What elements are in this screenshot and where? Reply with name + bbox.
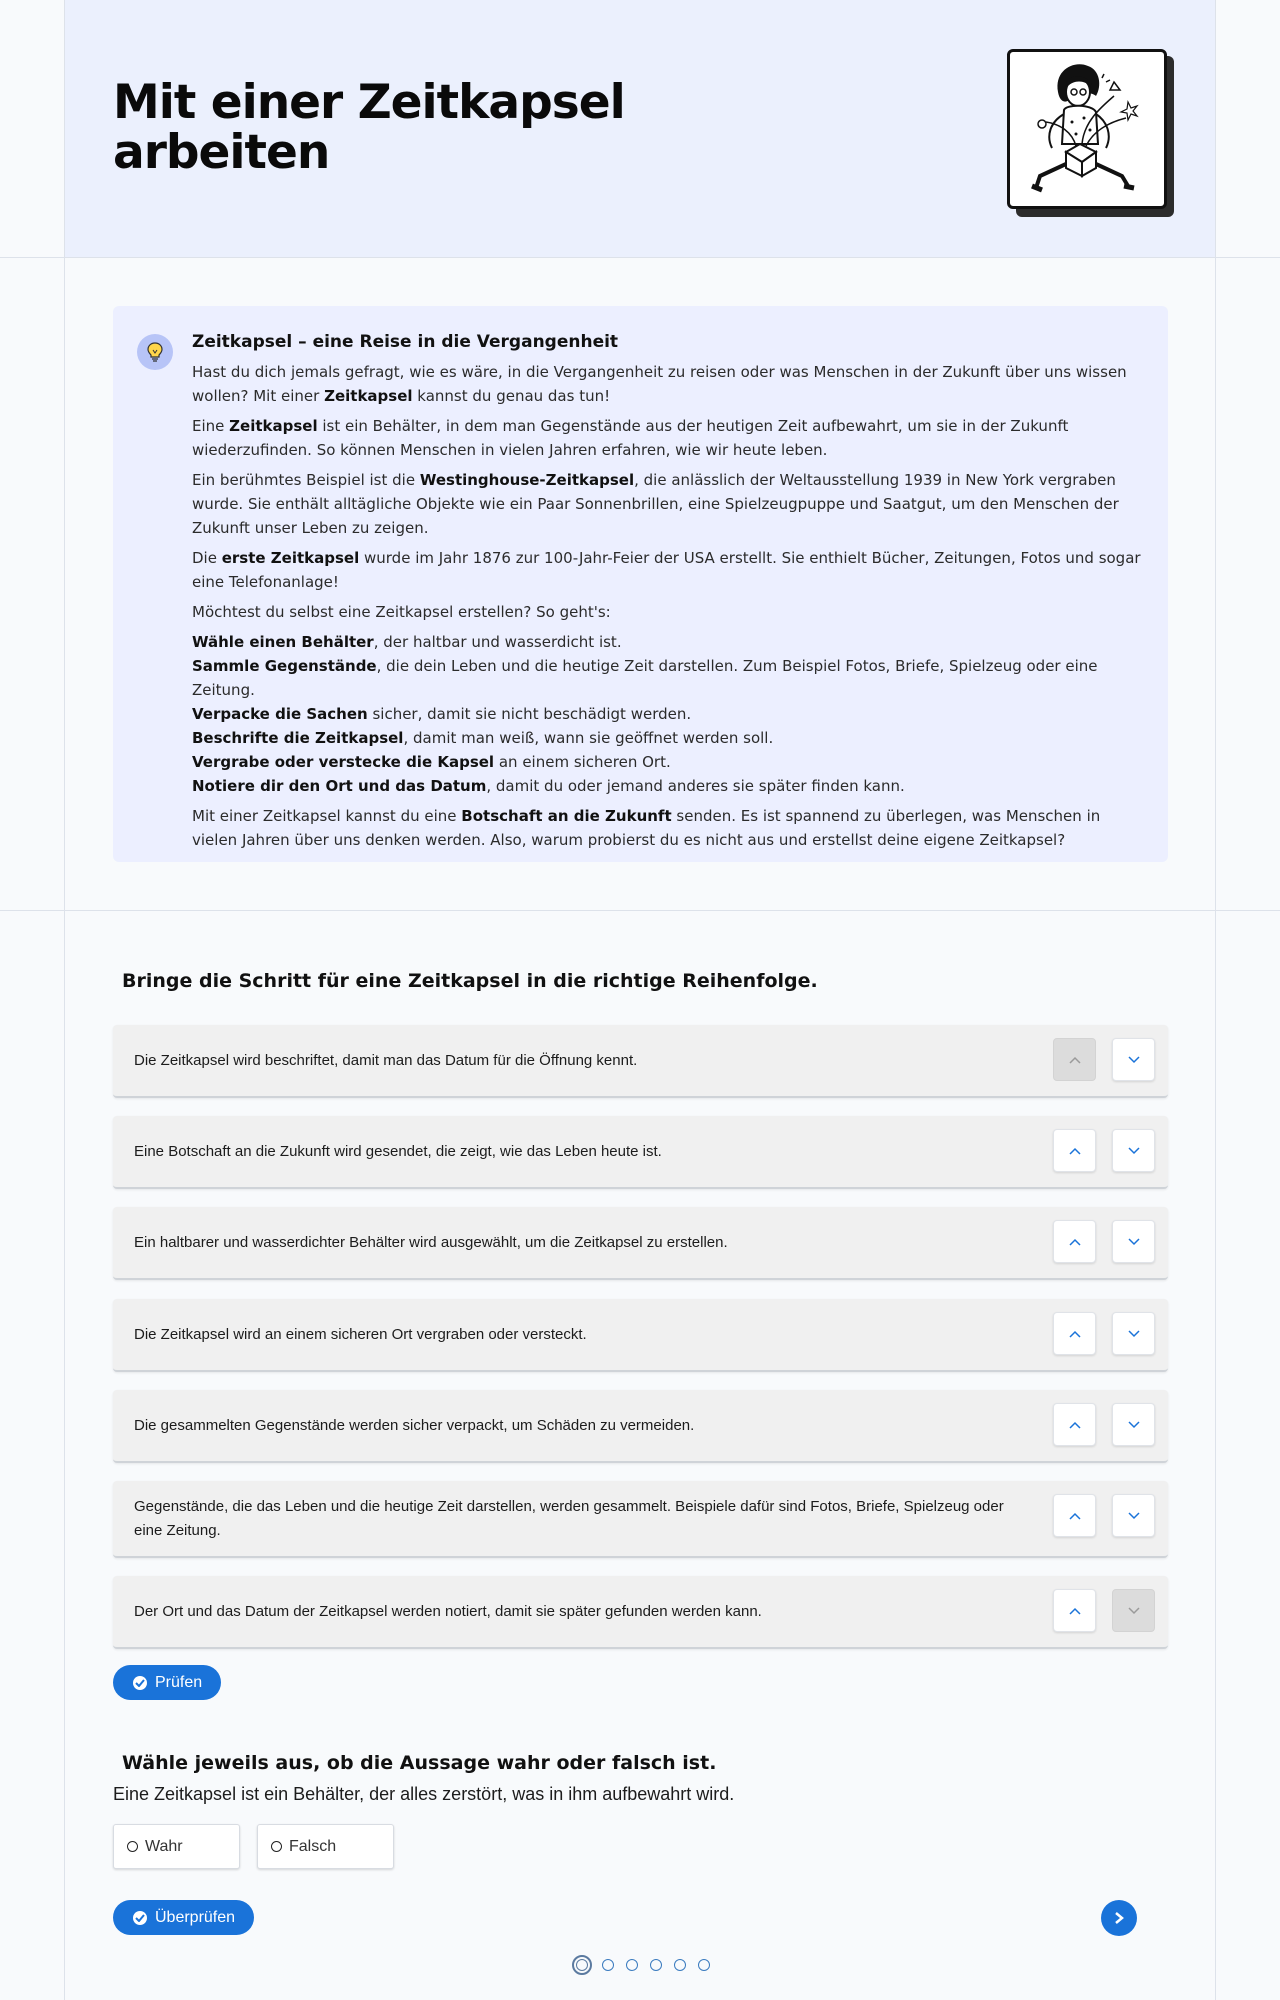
check-button-label: Prüfen [155,1673,203,1691]
sort-item-text: Eine Botschaft an die Zukunft wird gesendet, die zeigt, wie das Leben heute ist. [134,1143,662,1160]
sort-item-text: Gegenstände, die das Leben und die heutige Zeit darstellen, werden gesammelt. Beispiele dafür sind Fotos, Briefe, Spielzeug oder eine Zeitung. [134,1498,1004,1539]
text-segment: Eine [192,417,230,435]
frame-line-left [64,0,65,2000]
radio-icon [271,1841,282,1852]
text-segment: Ein berühmtes Beispiel ist die [192,471,420,489]
step-bold: Sammle Gegenstände [192,657,377,675]
exercise1-title: Bringe die Schritt für eine Zeitkapsel in die richtige Reihenfolge. [122,970,818,992]
step-text: , damit man weiß, wann sie geöffnet werden soll. [403,729,774,747]
step-bold: Verpacke die Sachen [192,705,368,723]
text-segment: wurde im Jahr 1876 zur 100-Jahr-Feier der USA erstellt. Sie enthielt Bücher, Zeitungen, Fotos und sogar eine Telefonanlage! [192,549,1141,591]
text-segment: Mit einer Zeitkapsel kannst du eine [192,807,462,825]
chevron-down-icon [1128,1421,1140,1429]
text-segment-bold: Botschaft an die Zukunft [461,807,672,825]
exercise2-title: Wähle jeweils aus, ob die Aussage wahr oder falsch ist. [122,1752,717,1774]
chevron-up-icon [1069,1056,1081,1064]
chevron-down-icon [1128,1607,1140,1615]
sort-item[interactable] [113,1576,1168,1649]
chevron-up-icon [1069,1238,1081,1246]
info-step [192,726,1142,750]
check-circle-icon [133,1676,147,1690]
step-text: sicher, damit sie nicht beschädigt werden. [367,705,692,723]
move-up-button[interactable] [1053,1403,1096,1446]
pagination-dot-active[interactable] [572,1955,592,1975]
move-down-button[interactable] [1112,1312,1155,1355]
sort-item[interactable] [113,1481,1168,1558]
info-step [192,630,1142,654]
page-title [113,75,633,180]
chevron-down-icon [1128,1147,1140,1155]
chevron-down-icon [1128,1512,1140,1520]
pagination-dot[interactable] [650,1959,662,1971]
move-down-button[interactable] [1112,1220,1155,1263]
chevron-down-icon [1128,1056,1140,1064]
illustration-girl-opening-box [1007,49,1167,209]
next-button[interactable] [1101,1900,1137,1936]
info-box [113,306,1168,862]
sort-item[interactable] [113,1390,1168,1463]
option-false-label: Falsch [289,1837,337,1855]
info-paragraph: Möchtest du selbst eine Zeitkapsel erstellen? So geht's: [192,603,611,621]
info-paragraph [192,360,1142,408]
step-bold: Wähle einen Behälter [192,633,374,651]
chevron-down-icon [1128,1238,1140,1246]
frame-line-right [1215,0,1216,2000]
move-up-button[interactable] [1053,1589,1096,1632]
page-title-line2: arbeiten [113,125,330,180]
check-circle-icon [133,1911,147,1925]
move-down-button[interactable] [1112,1038,1155,1081]
pagination-dot[interactable] [602,1959,614,1971]
move-down-button[interactable] [1112,1403,1155,1446]
step-text: , die dein Leben und die heutige Zeit darstellen. Zum Beispiel Fotos, Briefe, Spielzeug oder eine Zeitung. [192,657,1098,699]
move-up-button[interactable] [1053,1129,1096,1172]
text-segment: Hast du dich jemals gefragt, wie es wäre, in die Vergangenheit zu reisen oder was Menschen in der Zukunft über uns wissen wollen? Mit einer [192,363,1127,405]
info-paragraph [192,414,1142,462]
chevron-down-icon [1128,1330,1140,1338]
sort-item[interactable] [113,1116,1168,1189]
sort-item-text: Die Zeitkapsel wird an einem sicheren Ort vergraben oder versteckt. [134,1326,587,1343]
info-title: Zeitkapsel – eine Reise in die Vergangenheit [192,332,619,352]
move-up-button[interactable] [1053,1038,1096,1081]
text-segment: ist ein Behälter, in dem man Gegenstände aus der heutigen Zeit aufbewahrt, um sie in der Zukunft wiederzufinden. So können Menschen in vielen Jahren erfahren, wie wir heute leben. [192,417,1069,459]
move-up-button[interactable] [1053,1494,1096,1537]
step-text: , damit du oder jemand anderes sie später finden kann. [486,777,905,795]
verify-button[interactable] [113,1900,254,1935]
info-step [192,774,1142,798]
sort-item-text: Die gesammelten Gegenstände werden sicher verpackt, um Schäden zu vermeiden. [134,1417,695,1434]
text-segment: kannst du genau das tun! [412,387,611,405]
move-down-button[interactable] [1112,1494,1155,1537]
sort-item-text: Die Zeitkapsel wird beschriftet, damit man das Datum für die Öffnung kennt. [134,1052,638,1069]
sort-item[interactable] [113,1299,1168,1372]
sort-item-text: Ein haltbarer und wasserdichter Behälter wird ausgewählt, um die Zeitkapsel zu erstellen. [134,1234,728,1251]
chevron-up-icon [1069,1512,1081,1520]
section-divider [0,257,1280,258]
girl-with-box-icon [1010,52,1164,206]
option-false[interactable] [257,1824,394,1869]
step-text: , der haltbar und wasserdicht ist. [373,633,622,651]
option-true-label: Wahr [145,1837,183,1855]
text-segment: Die [192,549,222,567]
move-up-button[interactable] [1053,1220,1096,1263]
pagination-dot[interactable] [626,1959,638,1971]
move-down-button[interactable] [1112,1589,1155,1632]
option-true[interactable] [113,1824,240,1869]
text-segment-bold: Westinghouse-Zeitkapsel [419,471,635,489]
info-step [192,654,1142,702]
sort-item[interactable] [113,1207,1168,1280]
info-paragraph [192,546,1142,594]
info-step [192,750,1142,774]
chevron-up-icon [1069,1421,1081,1429]
step-bold: Beschrifte die Zeitkapsel [192,729,404,747]
sort-item[interactable] [113,1025,1168,1098]
page-title-line1: Mit einer Zeitkapsel [113,75,625,130]
section-divider [0,910,1280,911]
move-down-button[interactable] [1112,1129,1155,1172]
info-paragraph [192,468,1142,540]
chevron-up-icon [1069,1607,1081,1615]
pagination-dot[interactable] [698,1959,710,1971]
pagination [572,1955,722,1975]
text-segment: , die anlässlich der Weltausstellung 1939 in New York vergraben wurde. Sie enthält alltägliche Objekte wie ein Paar Sonnenbrillen, eine Spielzeugpuppe und Saatgut, um den Menschen der Zukunft unser Leben zu zeigen. [192,471,1119,537]
check-button[interactable] [113,1665,221,1700]
chevron-up-icon [1069,1330,1081,1338]
info-paragraph [192,804,1142,852]
info-step [192,702,1142,726]
pagination-dot[interactable] [674,1959,686,1971]
text-segment-bold: Zeitkapsel [324,387,413,405]
chevron-right-icon [1113,1911,1125,1925]
step-bold: Notiere dir den Ort und das Datum [192,777,487,795]
step-bold: Vergrabe oder verstecke die Kapsel [192,753,495,771]
exercise2-statement: Eine Zeitkapsel ist ein Behälter, der alles zerstört, was in ihm aufbewahrt wird. [113,1784,735,1804]
text-segment: senden. Es ist spannend zu überlegen, was Menschen in vielen Jahren über uns denken werden. Also, warum probierst du es nicht aus und erstellst deine eigene Zeitkapsel? [192,807,1101,849]
sort-item-text: Der Ort und das Datum der Zeitkapsel werden notiert, damit sie später gefunden werden kann. [134,1603,762,1620]
info-text [192,330,1142,858]
text-segment-bold: erste Zeitkapsel [221,549,360,567]
verify-button-label: Überprüfen [155,1908,236,1926]
move-up-button[interactable] [1053,1312,1096,1355]
step-text: an einem sicheren Ort. [494,753,671,771]
lightbulb-icon [137,334,173,370]
text-segment-bold: Zeitkapsel [229,417,318,435]
chevron-up-icon [1069,1147,1081,1155]
radio-icon [127,1841,138,1852]
